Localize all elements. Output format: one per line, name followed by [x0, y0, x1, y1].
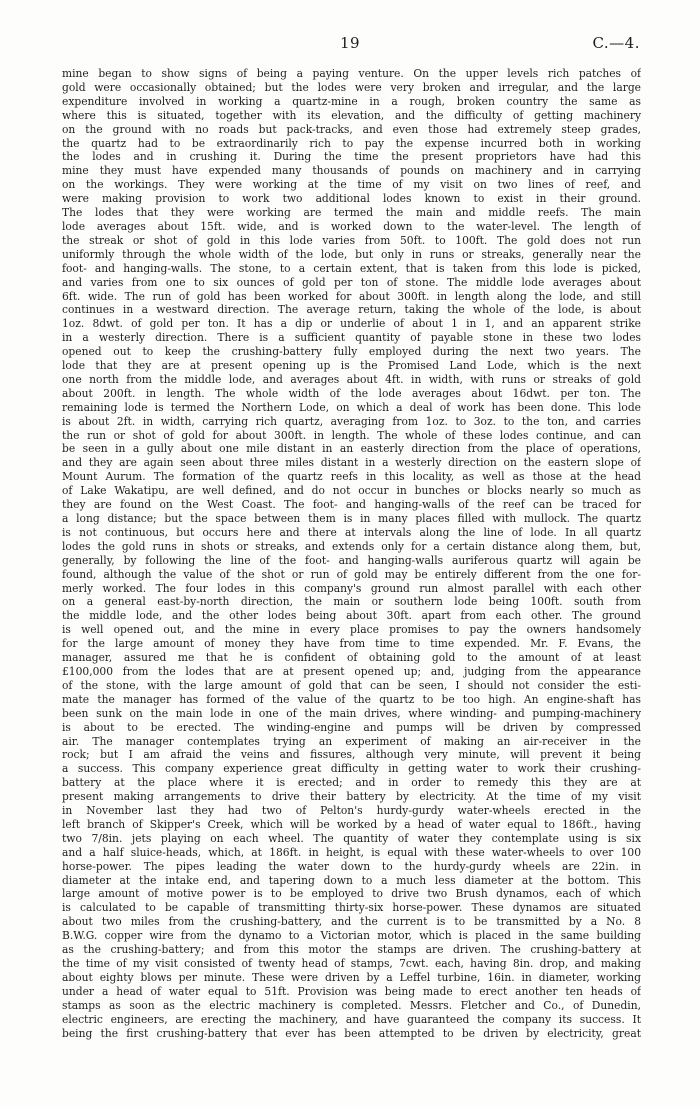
- text-line: rock; but I am afraid the veins and fissures, although very minute, will prevent it being: [62, 748, 641, 762]
- text-line: lode averages about 15ft. wide, and is worked down to the water-level. The length of: [62, 219, 641, 233]
- text-line: about 200ft. in length. The whole width of the lode averages about 16dwt. per ton. The: [62, 386, 641, 400]
- text-line: horse-power. The pipes leading the water down to the hurdy-gurdy wheels are 22in. in: [62, 859, 641, 873]
- text-line: being the first crushing-battery that ever has been attempted to be driven by electricity, great: [62, 1026, 641, 1040]
- text-line: mine began to show signs of being a paying venture. On the upper levels rich patches of: [62, 67, 641, 80]
- text-line: a long distance; but the space between them is in many places filled with mullock. The quartz: [62, 512, 641, 525]
- text-line: expenditure involved in working a quartz-mine in a rough, broken country the same as: [62, 94, 641, 108]
- text-line: lodes the gold runs in shots or streaks, and extends only for a certain distance along them, but,: [62, 539, 641, 553]
- text-line: is not continuous, but occurs here and there at intervals along the line of lode. In all quartz: [62, 525, 641, 539]
- text-line: continues in a westward direction. The average return, taking the whole of the lode, is about: [62, 303, 641, 317]
- text-line: mine they must have expended many thousands of pounds on machinery and in carrying: [62, 164, 641, 178]
- text-line: as the crushing-battery; and from this motor the stamps are driven. The crushing-battery at: [62, 943, 641, 957]
- text-line: electric engineers, are erecting the machinery, and have guaranteed the company its success. It: [62, 1012, 641, 1026]
- body-paragraph: [62, 67, 641, 1040]
- page-number: 19: [339, 34, 361, 52]
- text-line: the streak or shot of gold in this lode varies from 50ft. to 100ft. The gold does not run: [62, 233, 641, 247]
- text-line: lode that they are at present opening up is the Promised Land Lode, which is the next: [62, 359, 641, 373]
- text-line: of Lake Wakatipu, are well defined, and do not occur in bunches or blocks nearly so much as: [62, 484, 641, 498]
- text-line: for the large amount of money they have from time to time expended. Mr. F. Evans, the: [62, 637, 641, 651]
- text-line: the run or shot of gold for about 300ft. in length. The whole of these lodes continue, and can: [62, 428, 641, 442]
- text-line: stamps as soon as the electric machinery is completed. Messrs. Fletcher and Co., of Dunedin,: [62, 998, 641, 1012]
- text-line: on a general east-by-north direction, the main or southern lode being 100ft. south from: [62, 595, 641, 609]
- text-line: 1oz. 8dwt. of gold per ton. It has a dip or underlie of about 1 in 1, and an apparent strike: [62, 317, 641, 331]
- text-line: 6ft. wide. The run of gold has been worked for about 300ft. in length along the lode, and still: [62, 289, 641, 303]
- text-line: air. The manager contemplates trying an experiment of making an air-receiver in the: [62, 734, 641, 748]
- text-line: the quartz had to be extraordinarily rich to pay the expense incurred both in working: [62, 136, 641, 150]
- text-line: battery at the place where it is erected; and in order to remedy this they are at: [62, 776, 641, 790]
- text-line: is well opened out, and the mine in every place promises to pay the owners handsomely: [62, 623, 641, 637]
- text-line: on the ground with no roads but pack-tracks, and even those had extremely steep grades,: [62, 122, 641, 136]
- text-line: left branch of Skipper's Creek, which will be worked by a head of water equal to 186ft., having: [62, 817, 641, 831]
- text-line: generally, by following the line of the foot- and hanging-walls auriferous quartz will again be: [62, 553, 641, 567]
- text-line: the middle lode, and the other lodes being about 30ft. apart from each other. The ground: [62, 609, 641, 623]
- page-header: [60, 34, 640, 54]
- text-line: they are found on the West Coast. The foot- and hanging-walls of the reef can be traced for: [62, 498, 641, 512]
- text-line: is calculated to be capable of transmitting thirty-six horse-power. These dynamos are situated: [62, 901, 641, 915]
- text-line: Mount Aurum. The formation of the quartz reefs in this locality, as well as those at the head: [62, 470, 641, 484]
- text-line: the lodes and in crushing it. During the time the present proprietors have had this: [62, 150, 641, 164]
- text-line: £100,000 from the lodes that are at present opened up; and, judging from the appearance: [62, 664, 641, 678]
- text-line: large amount of motive power is to be employed to drive two Brush dynamos, each of which: [62, 887, 641, 901]
- text-line: opened out to keep the crushing-battery fully employed during the next two years. The: [62, 345, 641, 359]
- text-line: about eighty blows per minute. These were driven by a Leffel turbine, 16in. in diameter, working: [62, 970, 641, 984]
- text-line: one north from the middle lode, and averages about 4ft. in width, with runs or streaks of gold: [62, 372, 641, 386]
- text-line: in a westerly direction. There is a sufficient quantity of payable stone in these two lodes: [62, 331, 641, 345]
- text-line: present making arrangements to drive their battery by electricity. At the time of my visit: [62, 790, 641, 804]
- text-line: the time of my visit consisted of twenty head of stamps, 7cwt. each, having 8in. drop, and making: [62, 957, 641, 970]
- text-line: of the stone, with the large amount of gold that can be seen, I should not consider the esti-: [62, 678, 641, 692]
- text-line: a success. This company experience great difficulty in getting water to work their crushing-: [62, 762, 641, 776]
- text-line: The lodes that they were working are termed the main and middle reefs. The main: [62, 206, 641, 220]
- document-reference: C.—4.: [592, 34, 640, 52]
- text-line: were making provision to work two additional lodes known to exist in their ground.: [62, 192, 641, 206]
- text-line: remaining lode is termed the Northern Lode, on which a deal of work has been done. This lode: [62, 400, 641, 414]
- text-line: under a head of water equal to 51ft. Provision was being made to erect another ten heads of: [62, 984, 641, 998]
- text-line: where this is situated, together with its elevation, and the difficulty of getting machinery: [62, 108, 641, 122]
- text-line: two 7/8in. jets playing on each wheel. The quantity of water they contemplate using is six: [62, 831, 641, 845]
- text-line: gold were occasionally obtained; but the lodes were very broken and irregular, and the large: [62, 80, 641, 94]
- text-line: mate the manager has formed of the value of the quartz to be too high. An engine-shaft has: [62, 692, 641, 706]
- text-line: uniformly through the whole width of the lode, but only in runs or streaks, generally near the: [62, 247, 641, 261]
- text-line: been sunk on the main lode in one of the main drives, where winding- and pumping-machinery: [62, 706, 641, 720]
- text-line: and varies from one to six ounces of gold per ton of stone. The middle lode averages about: [62, 275, 641, 289]
- text-line: and a half sluice-heads, which, at 186ft. in height, is equal with these water-wheels to over 100: [62, 845, 641, 859]
- text-line: manager, assured me that he is confident of obtaining gold to the amount of at least: [62, 651, 641, 665]
- text-line: on the workings. They were working at the time of my visit on two lines of reef, and: [62, 178, 641, 192]
- text-line: is about 2ft. in width, carrying rich quartz, averaging from 1oz. to 3oz. to the ton, and carries: [62, 414, 641, 428]
- text-line: merly worked. The four lodes in this company's ground run almost parallel with each other: [62, 581, 641, 595]
- text-line: and they are again seen about three miles distant in a westerly direction on the eastern slope of: [62, 456, 641, 470]
- text-line: in November last they had two of Pelton's hurdy-gurdy water-wheels erected in the: [62, 804, 641, 818]
- text-line: about two miles from the crushing-battery, and the current is to be transmitted by a No. 8: [62, 915, 641, 929]
- text-line: foot- and hanging-walls. The stone, to a certain extent, that is taken from this lode is picked,: [62, 261, 641, 275]
- text-line: be seen in a gully about one mile distant in an easterly direction from the place of operations,: [62, 442, 641, 456]
- text-line: is about to be erected. The winding-engine and pumps will be driven by compressed: [62, 720, 641, 734]
- text-line: diameter at the intake end, and tapering down to a much less diameter at the bottom. This: [62, 873, 641, 887]
- text-line: found, although the value of the shot or run of gold may be entirely different from the one for-: [62, 567, 641, 581]
- text-line: B.W.G. copper wire from the dynamo to a Victorian motor, which is placed in the same building: [62, 929, 641, 943]
